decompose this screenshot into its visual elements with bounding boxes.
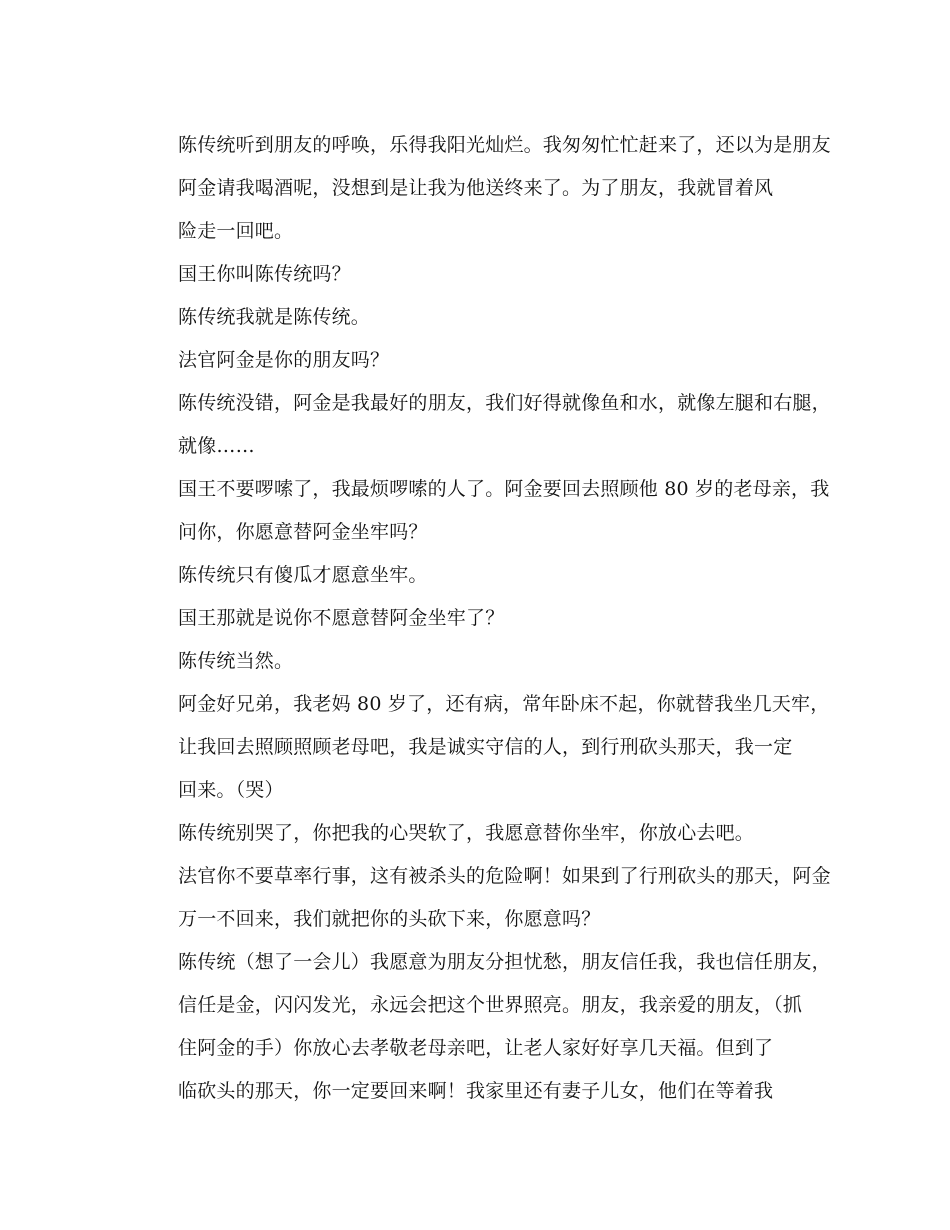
text-line: 住阿金的手）你放心去孝敬老母亲吧，让老人家好好享几天福。但到了 xyxy=(178,1037,774,1059)
text-line: 陈传统只有傻瓜才愿意坐牢。 xyxy=(178,564,428,586)
text-line: 陈传统没错，阿金是我最好的朋友，我们好得就像鱼和水，就像左腿和右腿， xyxy=(178,392,831,414)
text-line: 险走一回吧。 xyxy=(178,220,294,242)
text-line: 陈传统听到朋友的呼唤，乐得我阳光灿烂。我匆匆忙忙赶来了，还以为是朋友 xyxy=(178,134,831,156)
text-line: 阿金好兄弟，我老妈 80 岁了，还有病，常年卧床不起，你就替我坐几天牢， xyxy=(178,693,830,715)
text-line: 问你，你愿意替阿金坐牢吗？ xyxy=(178,521,428,543)
text-line: 陈传统当然。 xyxy=(178,650,294,672)
text-line: 国王那就是说你不愿意替阿金坐牢了？ xyxy=(178,607,505,629)
text-line: 临砍头的那天，你一定要回来啊！我家里还有妻子儿女，他们在等着我 xyxy=(178,1080,774,1102)
text-line: 万一不回来，我们就把你的头砍下来，你愿意吗？ xyxy=(178,908,601,930)
text-line: 陈传统（想了一会儿）我愿意为朋友分担忧愁，朋友信任我，我也信任朋友， xyxy=(178,951,831,973)
text-line: 让我回去照顾照顾老母吧，我是诚实守信的人，到行刑砍头那天，我一定 xyxy=(178,736,793,758)
text-line: 就像…… xyxy=(178,435,255,457)
text-line: 法官你不要草率行事，这有被杀头的危险啊！如果到了行刑砍头的那天，阿金 xyxy=(178,865,831,887)
text-line: 阿金请我喝酒呢，没想到是让我为他送终来了。为了朋友，我就冒着风 xyxy=(178,177,774,199)
text-line: 陈传统我就是陈传统。 xyxy=(178,306,371,328)
text-line: 信任是金，闪闪发光，永远会把这个世界照亮。朋友，我亲爱的朋友，（抓 xyxy=(178,994,803,1016)
text-line: 回来。（哭） xyxy=(178,779,284,801)
text-line: 国王你叫陈传统吗？ xyxy=(178,263,351,285)
text-line: 法官阿金是你的朋友吗？ xyxy=(178,349,390,371)
text-line: 陈传统别哭了，你把我的心哭软了，我愿意替你坐牢，你放心去吧。 xyxy=(178,822,755,844)
text-line: 国王不要啰嗦了，我最烦啰嗦的人了。阿金要回去照顾他 80 岁的老母亲，我 xyxy=(178,478,830,500)
